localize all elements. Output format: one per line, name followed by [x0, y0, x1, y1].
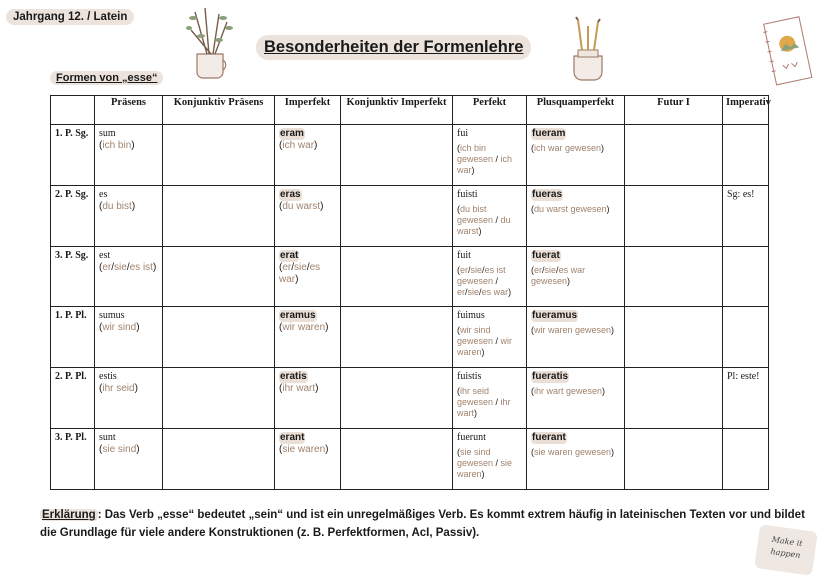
- translation: (du warst): [279, 200, 324, 212]
- person-label: 1. P. Sg.: [51, 125, 95, 186]
- explanation-body: : Das Verb „esse“ bedeutet „sein“ und ist ein unregelmäßiges Verb. Es kommt extrem häufig in lateinischen Texten vor und bildet die Grundlage für viele andere Konstruktionen (z. B. Perfektformen, AcI, Passiv).: [40, 509, 805, 539]
- translation: (er/sie/es ist gewesen / er/sie/es war): [457, 264, 512, 297]
- praesens-cell: [95, 125, 163, 186]
- translation: (du warst gewesen): [531, 203, 610, 214]
- column-header: Imperativ: [723, 96, 769, 125]
- imperfekt-cell: [275, 429, 341, 490]
- column-header: Präsens: [95, 96, 163, 125]
- konj-imperfekt-cell: [341, 125, 453, 186]
- konj-imperfekt-cell: [341, 368, 453, 429]
- perfekt-cell: [453, 307, 527, 368]
- perfekt-cell: [453, 429, 527, 490]
- column-header: Futur I: [625, 96, 723, 125]
- latin-form: eram: [280, 128, 304, 139]
- perfekt-cell: [453, 185, 527, 246]
- translation: (ihr seid gewesen / ihr wart): [457, 386, 511, 419]
- table-row: [51, 246, 769, 307]
- person-label: 3. P. Pl.: [51, 429, 95, 490]
- table-row: [51, 429, 769, 490]
- imperativ-cell: [723, 307, 769, 368]
- latin-form: fuerant: [532, 432, 566, 444]
- latin-form: sumus: [99, 310, 125, 322]
- imperfekt-cell: [275, 246, 341, 307]
- translation: (ihr wart): [279, 383, 319, 395]
- translation: (sie waren gewesen): [531, 447, 615, 458]
- plant-pot-icon: [183, 4, 239, 80]
- table-row: [51, 125, 769, 186]
- person-label: 2. P. Pl.: [51, 368, 95, 429]
- make-it-happen-sticker: Make it happen: [754, 524, 818, 576]
- latin-form: estis: [99, 371, 117, 383]
- plusquamperfekt-cell: [527, 429, 625, 490]
- latin-form: fuistis: [457, 371, 482, 383]
- konj-praesens-cell: [163, 368, 275, 429]
- latin-form: eras: [280, 188, 301, 200]
- konj-praesens-cell: [163, 185, 275, 246]
- translation: (ich war): [279, 140, 318, 151]
- konj-praesens-cell: [163, 429, 275, 490]
- notebook-sketch-icon: [760, 12, 814, 92]
- imperfekt-cell: [275, 307, 341, 368]
- column-header: Plusquamperfekt: [527, 96, 625, 125]
- person-label: 3. P. Sg.: [51, 246, 95, 307]
- latin-form: fuisti: [457, 188, 478, 200]
- futur-cell: [625, 185, 723, 246]
- perfekt-cell: [453, 125, 527, 186]
- imperativ-cell: [723, 125, 769, 186]
- latin-form: sunt: [99, 432, 116, 444]
- latin-form: eratis: [280, 371, 307, 383]
- imperfekt-cell: [275, 125, 341, 186]
- translation: (er/sie/es war gewesen): [531, 264, 586, 286]
- latin-form: fui: [457, 128, 469, 139]
- imperativ-cell: [723, 429, 769, 490]
- latin-form: fueratis: [532, 371, 569, 383]
- section-heading: Formen von „esse“: [50, 71, 163, 85]
- column-header: Perfekt: [453, 96, 527, 125]
- praesens-cell: [95, 307, 163, 368]
- imperativ-cell: Pl: este!: [723, 368, 769, 429]
- futur-cell: [625, 429, 723, 490]
- latin-form: erat: [280, 249, 299, 261]
- table-row: [51, 185, 769, 246]
- translation: (wir waren gewesen): [531, 325, 615, 336]
- column-header: Imperfekt: [275, 96, 341, 125]
- konj-imperfekt-cell: [341, 185, 453, 246]
- latin-form: fuerat: [532, 249, 560, 261]
- praesens-cell: [95, 429, 163, 490]
- translation: (du bist): [99, 200, 136, 212]
- konj-praesens-cell: [163, 125, 275, 186]
- column-header: [51, 96, 95, 125]
- translation: (wir waren): [279, 322, 329, 334]
- konj-imperfekt-cell: [341, 307, 453, 368]
- konj-imperfekt-cell: [341, 429, 453, 490]
- person-label: 1. P. Pl.: [51, 307, 95, 368]
- explanation-label: Erklärung: [42, 509, 96, 521]
- latin-form: fueram: [532, 128, 566, 139]
- latin-form: est: [99, 249, 111, 261]
- table-row: [51, 368, 769, 429]
- plusquamperfekt-cell: [527, 246, 625, 307]
- latin-form: fuimus: [457, 310, 485, 322]
- konj-praesens-cell: [163, 307, 275, 368]
- translation: (wir sind): [99, 322, 140, 334]
- latin-form: eramus: [280, 310, 316, 322]
- page-title: Besonderheiten der Formenlehre: [256, 35, 531, 60]
- person-label: 2. P. Sg.: [51, 185, 95, 246]
- translation: (er/sie/es ist): [99, 261, 157, 273]
- column-header: Konjunktiv Imperfekt: [341, 96, 453, 125]
- futur-cell: [625, 368, 723, 429]
- futur-cell: [625, 246, 723, 307]
- praesens-cell: [95, 368, 163, 429]
- latin-form: fueramus: [532, 310, 578, 322]
- translation: (ich bin): [99, 140, 135, 151]
- translation: (ihr seid): [99, 383, 138, 395]
- translation: (ihr wart gewesen): [531, 386, 606, 397]
- futur-cell: [625, 307, 723, 368]
- latin-form: fuerunt: [457, 432, 486, 444]
- table-header-row: [51, 96, 769, 125]
- translation: (du bist gewesen / du warst): [457, 203, 511, 236]
- translation: (sie sind): [99, 444, 140, 456]
- imperfekt-cell: [275, 368, 341, 429]
- brush-jar-icon: [568, 16, 608, 82]
- latin-form: erant: [280, 432, 305, 444]
- latin-form: es: [99, 188, 108, 200]
- translation: (er/sie/es war): [279, 261, 321, 285]
- translation: (ich bin gewesen / ich war): [457, 143, 513, 175]
- table-row: [51, 307, 769, 368]
- latin-form: fueras: [532, 188, 563, 200]
- translation: (wir sind gewesen / wir waren): [457, 325, 513, 358]
- konj-imperfekt-cell: [341, 246, 453, 307]
- perfekt-cell: [453, 368, 527, 429]
- praesens-cell: [95, 185, 163, 246]
- praesens-cell: [95, 246, 163, 307]
- latin-form: sum: [99, 128, 116, 139]
- translation: (sie sind gewesen / sie waren): [457, 447, 513, 480]
- imperativ-cell: Sg: es!: [723, 185, 769, 246]
- latin-form: fuit: [457, 249, 471, 261]
- konj-praesens-cell: [163, 246, 275, 307]
- perfekt-cell: [453, 246, 527, 307]
- column-header: Konjunktiv Präsens: [163, 96, 275, 125]
- imperfekt-cell: [275, 185, 341, 246]
- explanation-text: [40, 507, 810, 542]
- plusquamperfekt-cell: [527, 185, 625, 246]
- plusquamperfekt-cell: [527, 307, 625, 368]
- futur-cell: [625, 125, 723, 186]
- plusquamperfekt-cell: [527, 368, 625, 429]
- plusquamperfekt-cell: [527, 125, 625, 186]
- translation: (sie waren): [279, 444, 329, 456]
- conjugation-table: [50, 95, 769, 490]
- grade-label: Jahrgang 12. / Latein: [6, 9, 134, 25]
- imperativ-cell: [723, 246, 769, 307]
- translation: (ich war gewesen): [531, 143, 605, 153]
